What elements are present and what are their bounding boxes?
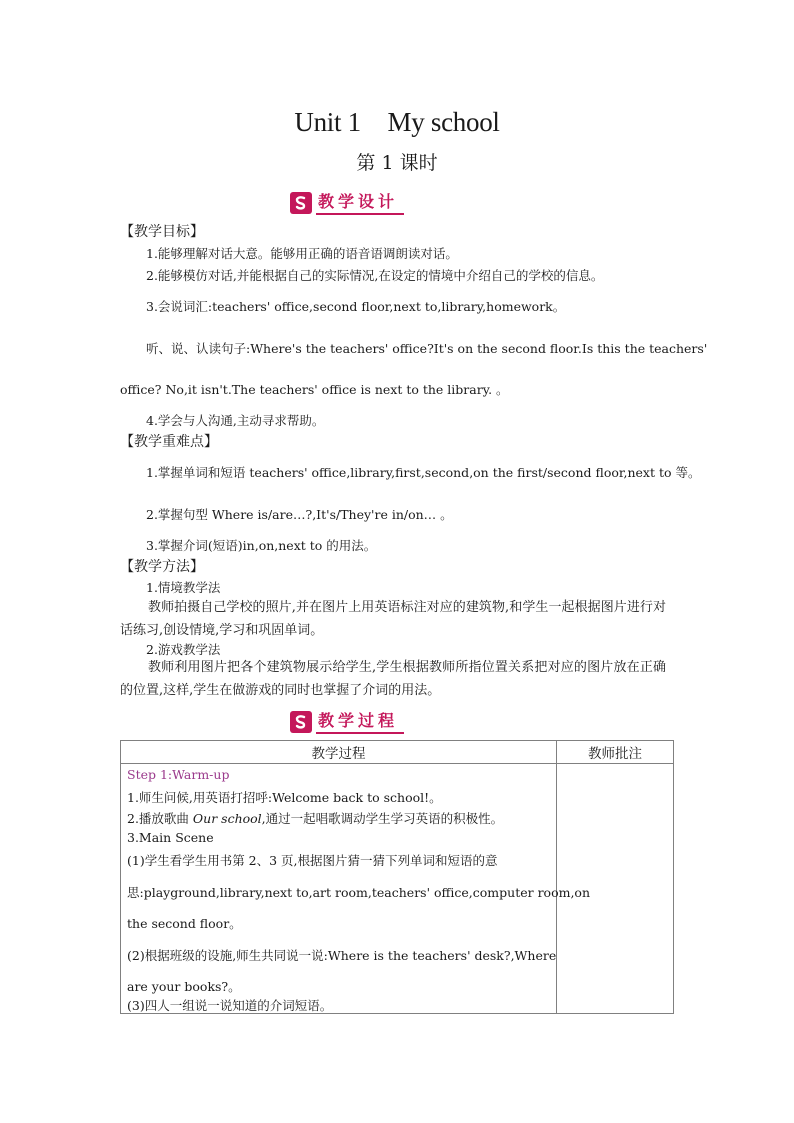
objective-item: office? No,it isn't.The teachers' office is next to the library. 。 — [120, 382, 509, 397]
keypoints-heading: 【教学重难点】 — [120, 434, 218, 450]
process-column-header: 教学过程 — [121, 741, 557, 764]
process-line: (1)学生看学生用书第 2、3 页,根据图片猜一猜下列单词和短语的意 — [127, 853, 498, 868]
process-line: the second floor。 — [127, 916, 242, 931]
method-title: 1.情境教学法 — [146, 580, 221, 595]
table-row — [121, 764, 674, 1014]
design-section-banner — [290, 191, 404, 215]
keypoint-item: 1.掌握单词和短语 teachers' office,library,first,second,on the first/second floor,next to 等。 — [146, 465, 701, 480]
page-title: Unit 1 My school — [294, 107, 500, 137]
methods-heading: 【教学方法】 — [120, 559, 204, 575]
keypoint-item: 3.掌握介词(短语)in,on,next to 的用法。 — [146, 538, 377, 553]
process-line: (3)四人一组说一说知道的介词短语。 — [127, 998, 333, 1013]
lesson-subtitle: 第 1 课时 — [356, 152, 438, 174]
objectives-heading: 【教学目标】 — [120, 224, 204, 240]
keypoint-item: 2.掌握句型 Where is/are…?,It's/They're in/on… 。 — [146, 507, 453, 522]
table-header-row — [121, 741, 674, 764]
objective-item: 3.会说词汇:teachers' office,second floor,next to,library,homework。 — [146, 299, 566, 314]
method-description: 教师利用图片把各个建筑物展示给学生,学生根据教师所指位置关系把对应的图片放在正确的位置,这样,学生在做游戏的同时也掌握了介词的用法。 — [120, 660, 666, 698]
process-line: 思:playground,library,next to,art room,teachers' office,computer room,on — [127, 885, 591, 900]
process-line: are your books?。 — [127, 979, 241, 994]
process-section-label: 教学过程 — [316, 711, 404, 734]
process-line — [127, 809, 503, 827]
process-line: (2)根据班级的设施,师生共同说一说:Where is the teachers' desk?,Where — [127, 948, 557, 963]
process-section-banner — [290, 710, 404, 734]
process-line: 1.师生问候,用英语打招呼:Welcome back to school!。 — [127, 790, 442, 805]
process-table — [120, 740, 674, 1014]
method-description: 教师拍摄自己学校的照片,并在图片上用英语标注对应的建筑物,和学生一起根据图片进行对话练习,创设情境,学习和巩固单词。 — [120, 600, 666, 638]
method-title: 2.游戏教学法 — [146, 642, 221, 657]
objective-item: 2.能够模仿对话,并能根据自己的实际情况,在设定的情境中介绍自己的学校的信息。 — [146, 268, 604, 283]
song-suffix: ,通过一起唱歌调动学生学习英语的积极性。 — [261, 811, 504, 826]
objective-item: 听、说、认读句子:Where's the teachers' office?It's on the second floor.Is this the teachers' — [146, 341, 708, 356]
song-prefix: 2.播放歌曲 — [127, 811, 193, 826]
section-logo-icon — [290, 711, 312, 733]
process-cell — [121, 764, 591, 1014]
step-title: Step 1:Warm-up — [127, 767, 230, 782]
process-line: 3.Main Scene — [127, 830, 214, 845]
objective-item: 4.学会与人沟通,主动寻求帮助。 — [146, 413, 325, 428]
section-logo-icon — [290, 192, 312, 214]
design-section-label: 教学设计 — [316, 192, 404, 215]
notes-column-header: 教师批注 — [556, 741, 673, 764]
objective-item: 1.能够理解对话大意。能够用正确的语音语调朗读对话。 — [146, 246, 458, 261]
song-title: Our school — [192, 811, 262, 826]
